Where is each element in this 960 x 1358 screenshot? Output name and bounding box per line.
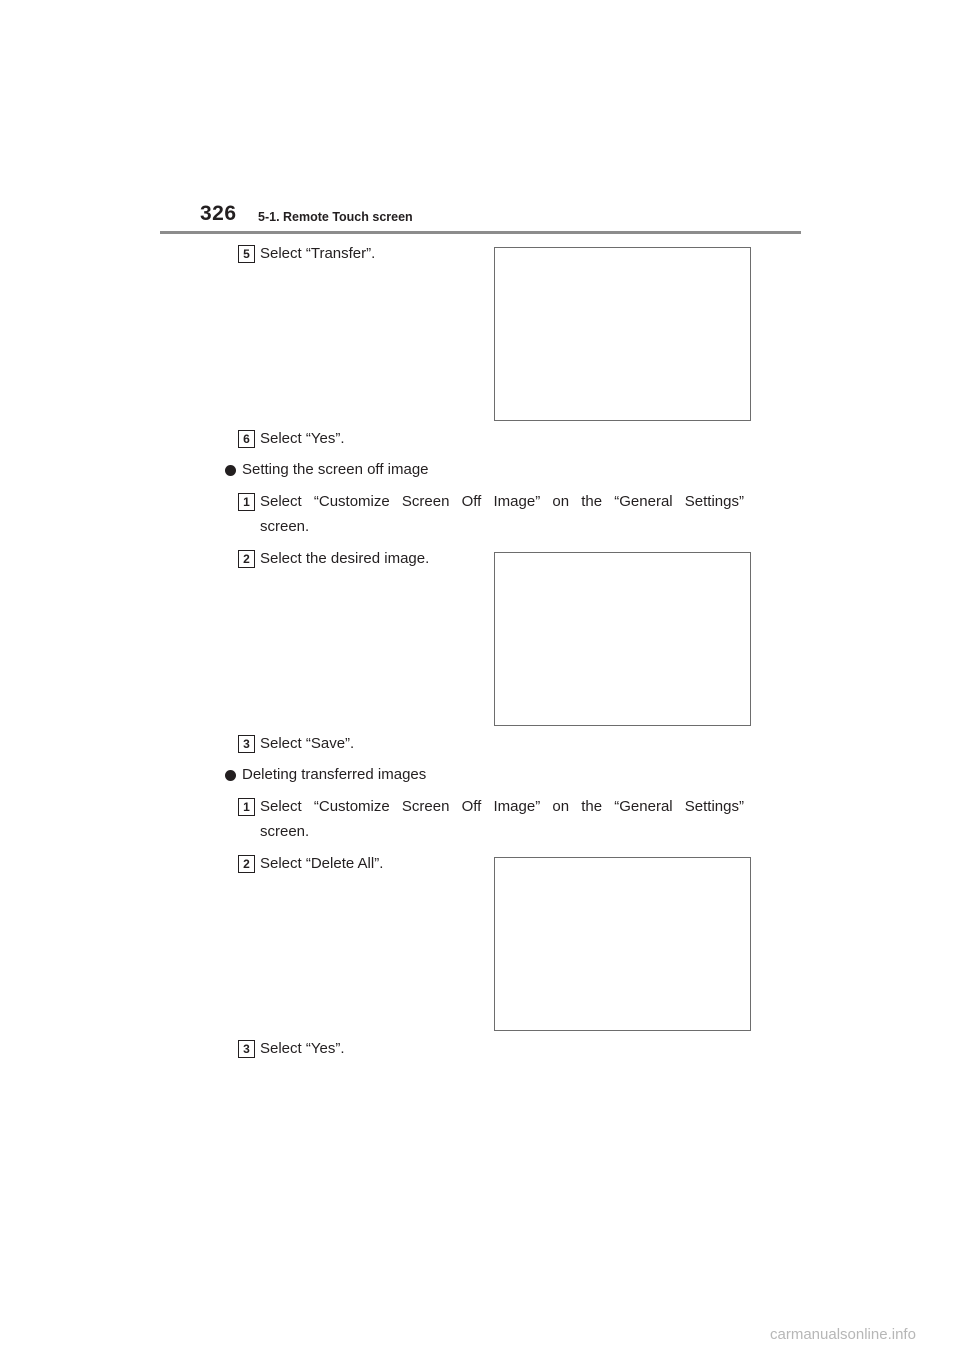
page-number: 326 [200, 202, 237, 225]
screenshot-placeholder [494, 857, 751, 1031]
step-text: Select “Yes”. [260, 430, 345, 447]
step-text: Select “Yes”. [260, 1040, 345, 1057]
section-title: 5-1. Remote Touch screen [258, 210, 413, 224]
step-badge: 6 [238, 430, 255, 448]
step-badge: 3 [238, 735, 255, 753]
step-badge: 5 [238, 245, 255, 263]
screenshot-placeholder [494, 247, 751, 421]
step-text: Select the desired image. [260, 550, 430, 567]
step-badge: 3 [238, 1040, 255, 1058]
step-badge: 1 [238, 493, 255, 511]
header-divider [160, 231, 801, 234]
step-text: Select “Customize Screen Off Image” on the “General Settings” [260, 798, 744, 815]
step-text: Select “Transfer”. [260, 245, 376, 262]
bullet-icon [225, 770, 236, 781]
step-text: Select “Delete All”. [260, 855, 384, 872]
step-badge: 2 [238, 855, 255, 873]
step-text: Select “Save”. [260, 735, 355, 752]
step-badge: 1 [238, 798, 255, 816]
bullet-icon [225, 465, 236, 476]
watermark: carmanualsonline.info [770, 1326, 916, 1343]
bullet-heading: Deleting transferred images [242, 766, 427, 783]
bullet-heading: Setting the screen off image [242, 461, 429, 478]
step-text-continuation: screen. [260, 518, 310, 535]
step-text: Select “Customize Screen Off Image” on the “General Settings” [260, 493, 744, 510]
screenshot-placeholder [494, 552, 751, 726]
step-text-continuation: screen. [260, 823, 310, 840]
step-badge: 2 [238, 550, 255, 568]
